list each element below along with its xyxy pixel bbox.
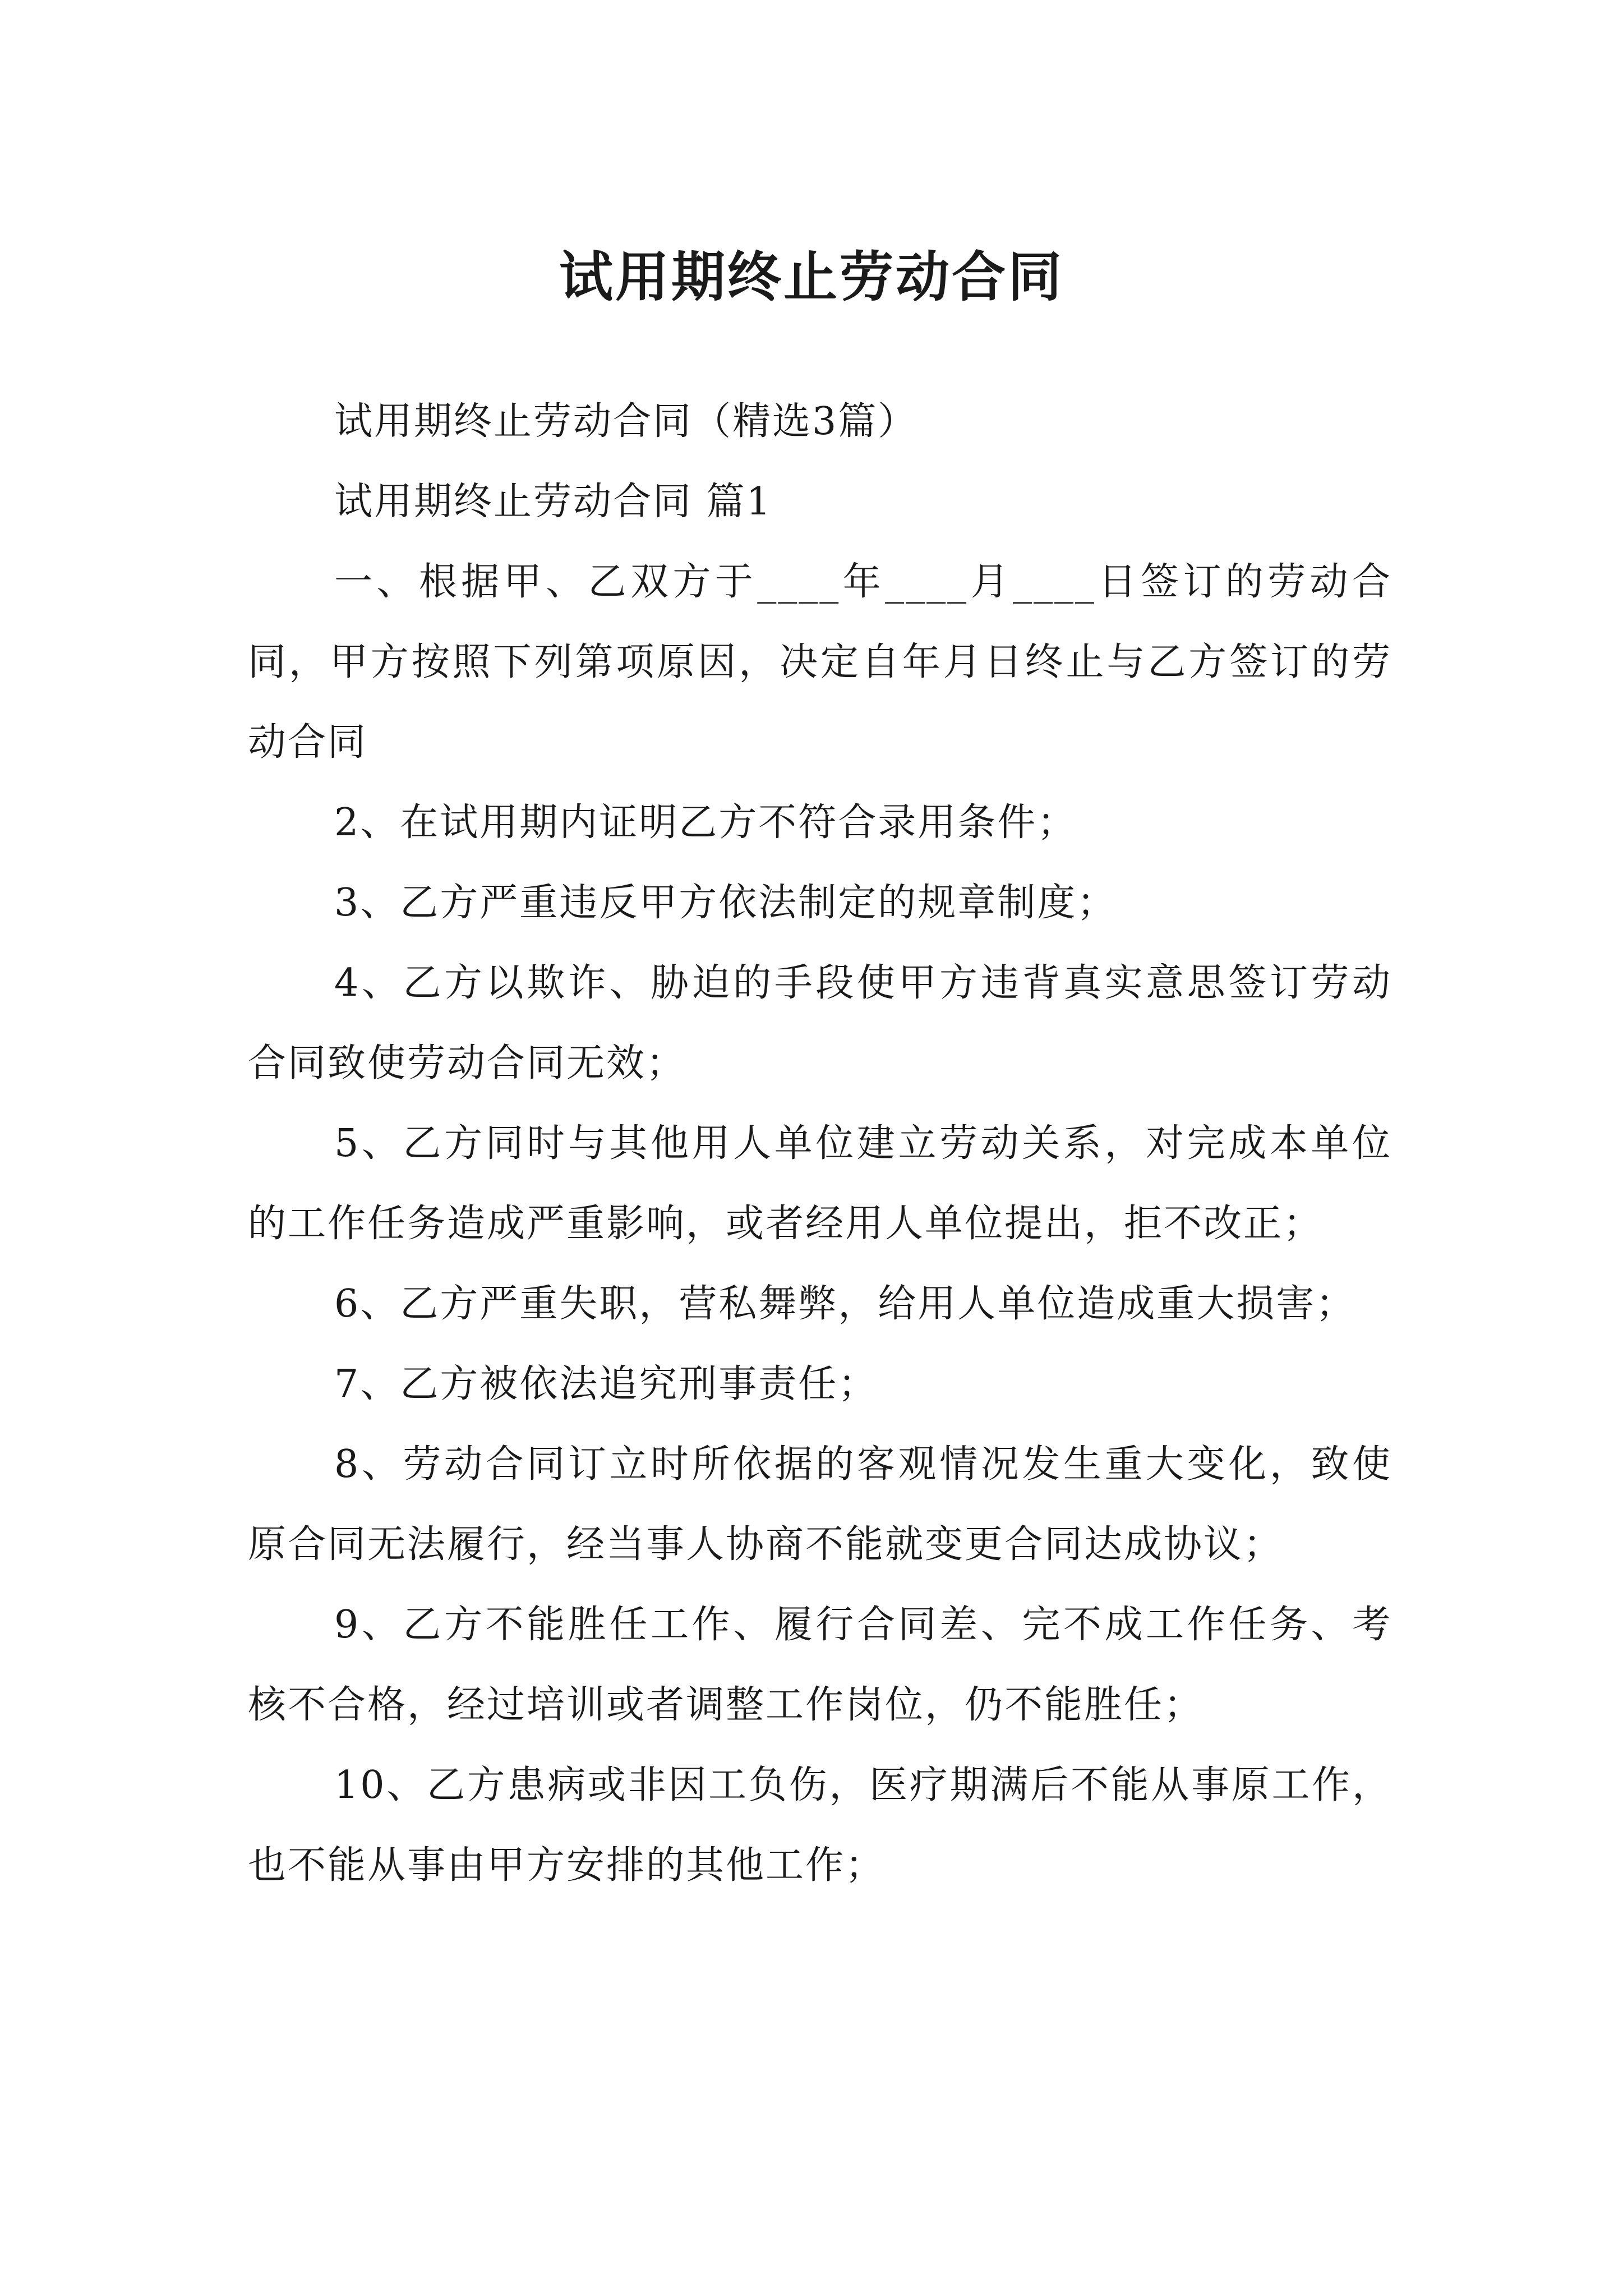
clause-6: 6、乙方严重失职，营私舞弊，给用人单位造成重大损害； [334,1282,1356,1326]
clause-8: 8、劳动合同订立时所依据的客观情况发生重大变化，致使原合同无法履行，经当事人协商不能就变更合同达成协议； [248,1442,1392,1567]
section-heading: 试用期终止劳动合同 篇1 [334,480,772,524]
clause-7: 7、乙方被依法追究刑事责任； [334,1362,878,1406]
clause-1: 一、根据甲、乙双方于____年____月____日签订的劳动合同，甲方按照下列第项原因，决定自年月日终止与乙方签订的劳动合同 [248,560,1392,765]
clause-3: 3、乙方严重违反甲方依法制定的规章制度； [334,881,1117,925]
clause-5: 5、乙方同时与其他用人单位建立劳动关系，对完成本单位的工作任务造成严重影响，或者经用人单位提出，拒不改正； [248,1121,1392,1246]
clause-9: 9、乙方不能胜任工作、履行合同差、完不成工作任务、考核不合格，经过培训或者调整工作岗位，仍不能胜任； [248,1603,1392,1727]
document-title: 试用期终止劳动合同 [559,245,1064,309]
clause-10: 10、乙方患病或非因工负伤，医疗期满后不能从事原工作，也不能从事由甲方安排的其他工作； [248,1763,1392,1888]
document-body [248,381,1392,1906]
clause-4: 4、乙方以欺诈、胁迫的手段使甲方违背真实意思签订劳动合同致使劳动合同无效； [248,961,1392,1085]
subtitle-line: 试用期终止劳动合同（精选3篇） [334,399,918,444]
clause-2: 2、在试用期内证明乙方不符合录用条件； [334,800,1077,845]
